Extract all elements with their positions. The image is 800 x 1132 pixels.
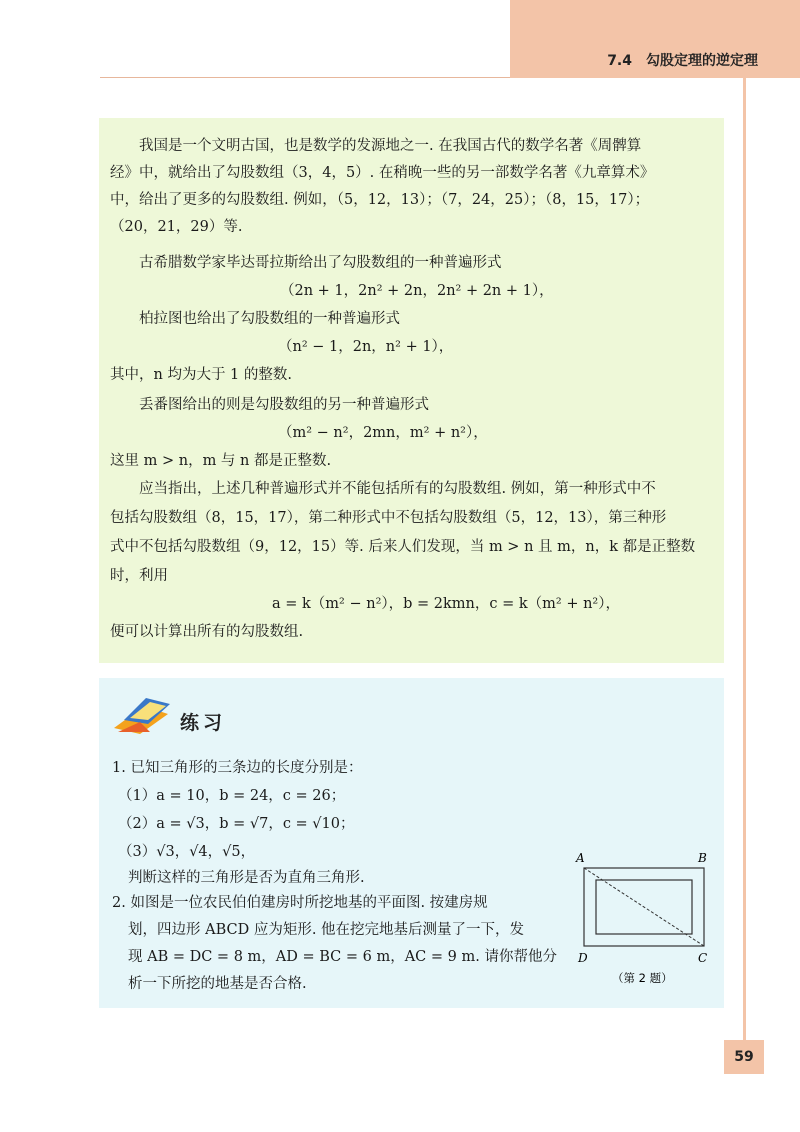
reading-line: （20，21，29）等. [110,219,243,235]
exercise-line: 划，四边形 ABCD 应为矩形. 他在挖完地基后测量了一下，发 [128,922,525,938]
reading-line: 便可以计算出所有的勾股数组. [110,624,304,640]
exercise-line: 现 AB = DC = 8 m，AD = BC = 6 m，AC = 9 m. 请你帮他分 [128,949,557,965]
reading-line: 包括勾股数组（8，15，17），第二种形式中不包括勾股数组（5，12，13），第三种形 [110,510,667,526]
reading-line: 经》中，就给出了勾股数组（3，4，5）. 在稍晚一些的另一部数学名著《九章算术》 [110,165,655,181]
page-number: 59 [724,1040,764,1074]
vertex-label-d: D [578,951,588,965]
header-rule [100,77,510,78]
reading-line: 式中不包括勾股数组（9，12，15）等. 后来人们发现，当 m > n 且 m，n，k 都是正整数 [110,539,696,555]
reading-line: 古希腊数学家毕达哥拉斯给出了勾股数组的一种普遍形式 [110,255,502,271]
formula-general: a = k（m² − n²），b = 2kmn，c = k（m² + n²）， [272,596,620,612]
exercise-line: 析一下所挖的地基是否合格. [128,976,307,992]
exercise-icon [110,692,174,736]
vertex-label-a: A [576,851,585,865]
foundation-figure [574,850,724,994]
reading-line: 应当指出，上述几种普遍形式并不能包括所有的勾股数组. 例如，第一种形式中不 [110,481,656,497]
exercise-question-1: 1. 已知三角形的三条边的长度分别是： [112,760,363,776]
formula-plato: （n² − 1，2n，n² + 1）， [278,339,454,355]
section-title: 7.4 勾股定理的逆定理 [607,53,758,69]
reading-line: 其中，n 均为大于 1 的整数. [110,367,292,383]
exercise-item: （1）a = 10，b = 24，c = 26； [118,788,346,804]
foundation-plan-diagram [574,850,724,990]
reading-line: 柏拉图也给出了勾股数组的一种普遍形式 [110,311,400,327]
side-bar [743,78,746,1040]
vertex-label-b: B [698,851,707,865]
reading-line: 时，利用 [110,568,168,584]
formula-pythagoras: （2n + 1，2n² + 2n，2n² + 2n + 1）， [280,283,554,299]
figure-caption: （第 2 题） [612,971,673,985]
exercise-title: 练习 [180,712,227,734]
reading-line: 我国是一个文明古国，也是数学的发源地之一. 在我国古代的数学名著《周髀算 [110,138,642,154]
vertex-label-c: C [698,951,708,965]
reading-line: 丢番图给出的则是勾股数组的另一种普遍形式 [110,397,429,413]
exercise-item: （2）a = √3，b = √7，c = √10； [118,816,355,832]
reading-line: 这里 m > n，m 与 n 都是正整数. [110,453,332,469]
exercise-question-2: 2. 如图是一位农民伯伯建房时所挖地基的平面图. 按建房规 [112,895,488,911]
exercise-item: 判断这样的三角形是否为直角三角形. [128,870,365,886]
exercise-item: （3）√3，√4，√5， [118,844,256,860]
formula-diophantus: （m² − n²，2mn，m² + n²）， [278,425,488,441]
reading-line: 中，给出了更多的勾股数组. 例如，（5，12，13）；（7，24，25）；（8，15，17）； [110,192,650,208]
